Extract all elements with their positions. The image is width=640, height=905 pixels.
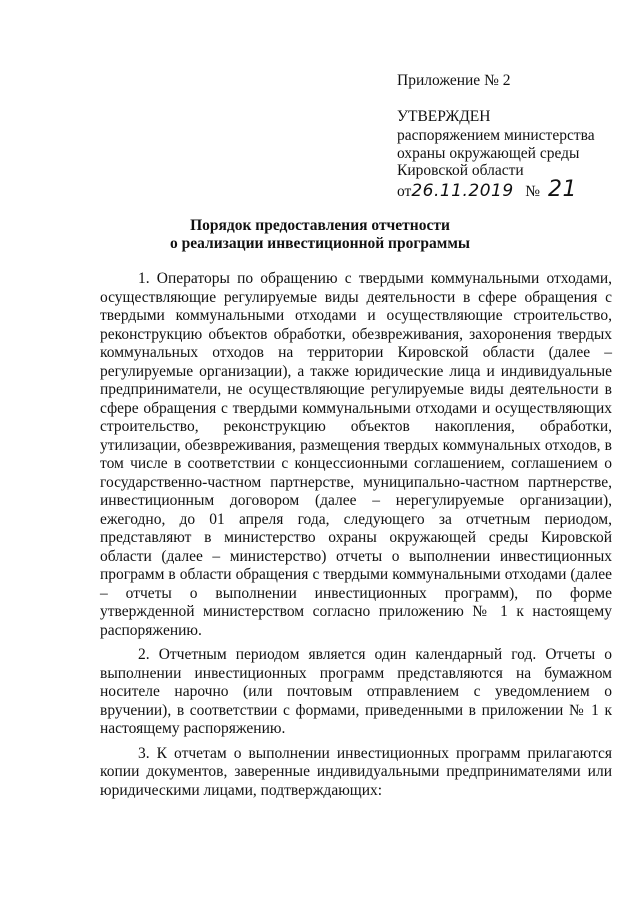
number-prefix: № [525, 182, 541, 200]
paragraph-2: 2. Отчетным периодом является один календарный год. Отчеты о выполнении инвестиционных программ представляются на бумажном носителе нарочно (или почтовым отправлением с уведомлением о вручении), в соответствии с формами, приведенными в приложении № 1 к настоящему распоряжению. [100, 646, 612, 737]
appendix-number: Приложение № 2 [397, 72, 511, 89]
document-body [100, 270, 612, 806]
document-title [0, 217, 640, 253]
approval-block [397, 72, 637, 200]
title-line: о реализации инвестиционной программы [170, 235, 470, 252]
handwritten-number: 21 [547, 176, 577, 202]
approval-line: Кировской области [397, 162, 524, 179]
approval-line: распоряжением министерства [397, 127, 595, 144]
date-prefix: от [397, 182, 412, 200]
approved-heading: УТВЕРЖДЕН [397, 107, 491, 125]
paragraph-3: 3. К отчетам о выполнении инвестиционных программ прилагаются копии документов, заверенные индивидуальными предпринимателями или юридическими лицами, подтверждающих: [100, 744, 612, 799]
title-line: Порядок предоставления отчетности [190, 217, 450, 234]
approval-line: охраны окружающей среды [397, 144, 580, 162]
approval-date-line [397, 176, 637, 202]
handwritten-date: 26.11.2019 [411, 180, 514, 201]
paragraph-1: 1. Операторы по обращению с твердыми коммунальными отходами, осуществляющие регулируемые виды деятельности в сфере обращения с твердыми коммунальными отходами и осуществляющие строительство, реконструкцию объектов обработки, обезвреживания, захоронения твердых коммунальных отходов на территории Кировской области (далее – регулируемые организации), а также юридические лица и индивидуальные предприниматели, не осуществляющие регулируемые виды деятельности в сфере обращения с твердыми коммунальными отходами и осуществляющих строительство, реконструкцию объектов накопления, обработки, утилизации, обезвреживания, размещения твердых коммунальных отходов, в том числе в соответствии с концессионными соглашением, соглашением о государственно-частном партнерстве, муниципально-частном партнерстве, инвестиционным договором (далее – нерегулируемые организации), ежегодно, до 01 апреля года, следующего за отчетным периодом, представляют в министерство охраны окружающей среды Кировской области (далее – министерство) отчеты о выполнении инвестиционных программ в области обращения с твердыми коммунальными отходами (далее – отчеты о выполнении инвестиционных программ), по форме утвержденной министерством согласно приложению № 1 к настоящему распоряжению. [100, 270, 612, 639]
